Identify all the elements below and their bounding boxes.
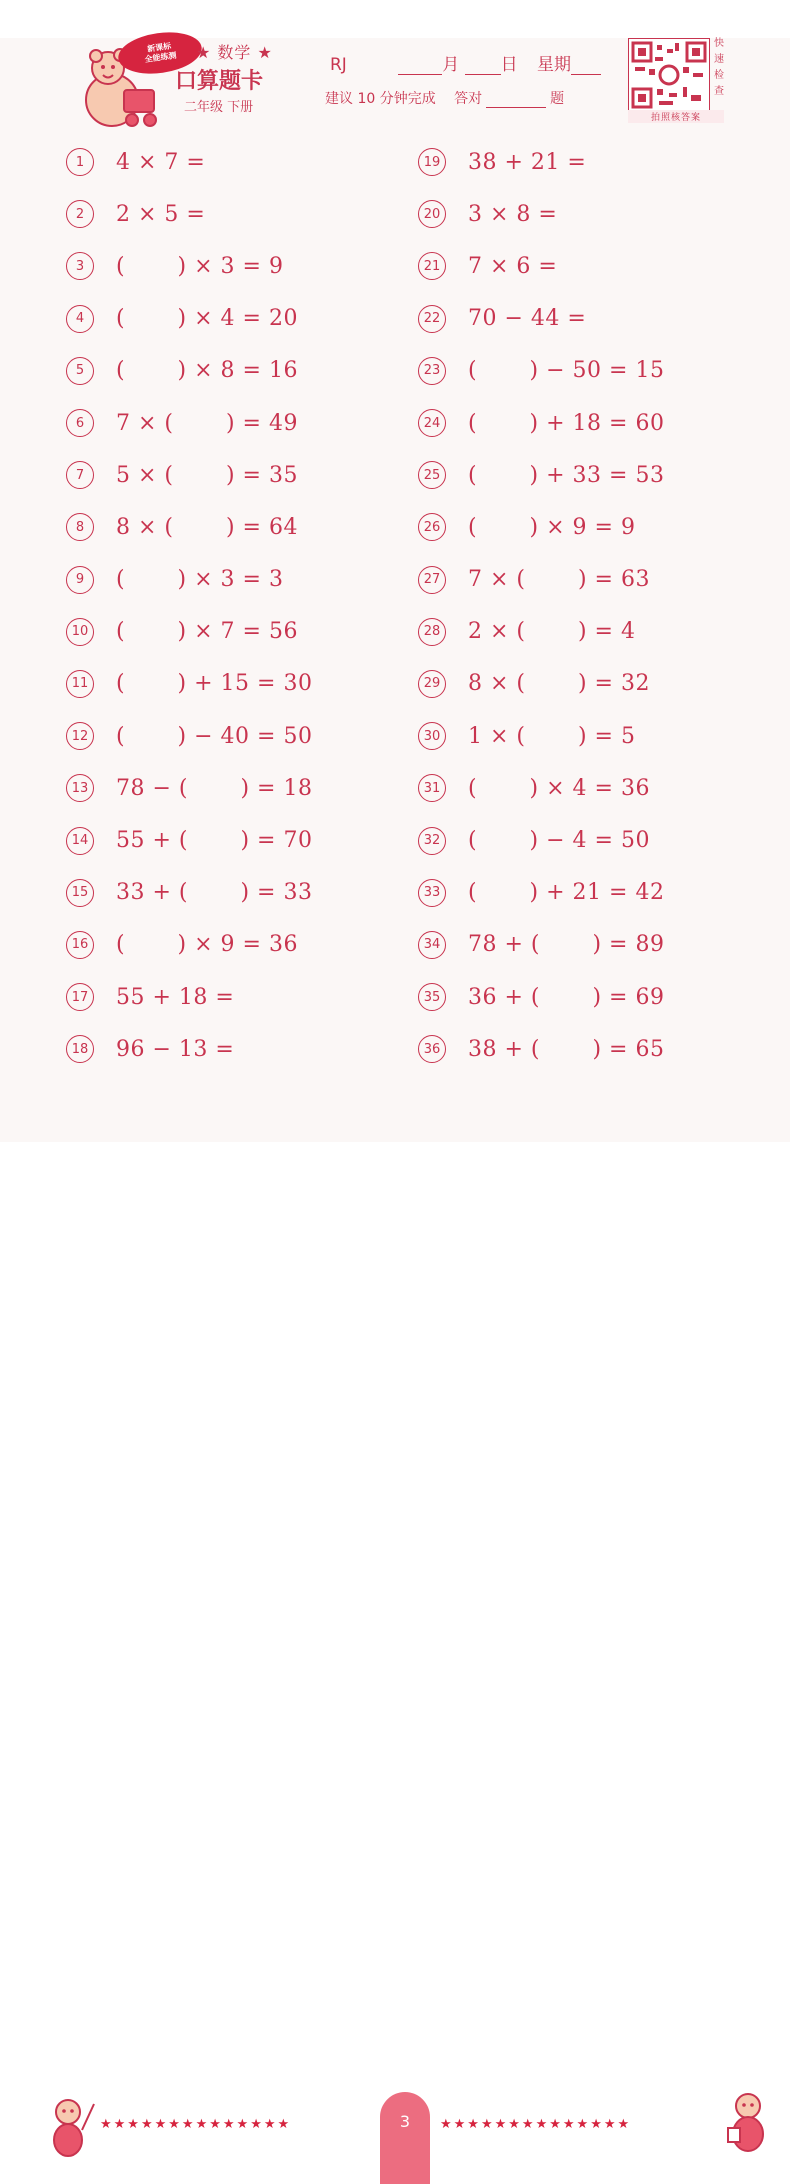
problem-expression[interactable]: 38 + ( ) = 65 <box>468 1036 665 1062</box>
problem-number: 13 <box>66 774 94 802</box>
problem-expression[interactable]: 7 × 6 = <box>468 253 558 279</box>
problem-item <box>418 501 748 553</box>
problem-number: 15 <box>66 879 94 907</box>
problem-number: 20 <box>418 200 446 228</box>
problem-expression[interactable]: 70 − 44 = <box>468 306 587 332</box>
weekday-label: 星期 <box>537 55 572 75</box>
problem-item <box>418 867 748 919</box>
problem-item <box>66 710 396 762</box>
problem-expression[interactable]: 5 × ( ) = 35 <box>116 462 298 488</box>
problem-item <box>66 762 396 814</box>
header <box>0 0 790 130</box>
problem-expression[interactable]: ( ) − 40 = 50 <box>116 723 313 749</box>
correct-count-blank[interactable] <box>486 93 546 108</box>
problem-expression[interactable]: 55 + 18 = <box>116 984 235 1010</box>
problem-number: 34 <box>418 931 446 959</box>
problem-expression[interactable]: 7 × ( ) = 49 <box>116 410 298 436</box>
qr-caption: 拍照核答案 <box>628 110 724 123</box>
edition-label: RJ <box>330 55 347 75</box>
qr-side-text <box>712 36 726 100</box>
problem-expression[interactable]: ( ) × 9 = 9 <box>468 514 636 540</box>
problem-expression[interactable]: ( ) × 3 = 9 <box>116 253 284 279</box>
problem-item <box>418 710 748 762</box>
problem-number: 10 <box>66 618 94 646</box>
problem-item <box>418 345 748 397</box>
day-label: 日 <box>500 55 518 75</box>
instruction-line <box>325 88 564 108</box>
problem-item <box>66 971 396 1023</box>
problem-expression[interactable]: ( ) × 8 = 16 <box>116 358 298 384</box>
qr-side-char: 速 <box>714 54 724 65</box>
problem-expression[interactable]: 8 × ( ) = 64 <box>116 514 298 540</box>
problem-number: 29 <box>418 670 446 698</box>
qr-side-char: 查 <box>714 86 724 97</box>
problem-item <box>418 397 748 449</box>
problem-number: 12 <box>66 722 94 750</box>
qr-code-icon[interactable] <box>628 38 710 112</box>
problem-item <box>418 554 748 606</box>
problem-item <box>418 136 748 188</box>
badge-line2: 全能练测 <box>144 50 178 65</box>
problem-number: 31 <box>418 774 446 802</box>
month-blank[interactable] <box>398 58 442 75</box>
problem-expression[interactable]: 2 × ( ) = 4 <box>468 619 636 645</box>
problem-expression[interactable]: ( ) + 15 = 30 <box>116 671 313 697</box>
problem-number: 16 <box>66 931 94 959</box>
bear-footer-left-icon <box>40 2092 100 2162</box>
problem-item <box>418 658 748 710</box>
problem-expression[interactable]: 2 × 5 = <box>116 201 206 227</box>
problem-number: 11 <box>66 670 94 698</box>
problem-number: 28 <box>418 618 446 646</box>
footer-stars-left: ★★★★★★★★★★★★★★ <box>100 2117 292 2132</box>
problem-number: 17 <box>66 983 94 1011</box>
problem-number: 36 <box>418 1035 446 1063</box>
problem-item <box>66 867 396 919</box>
problem-number: 6 <box>66 409 94 437</box>
problem-expression[interactable]: ( ) + 21 = 42 <box>468 880 665 906</box>
problem-item <box>418 293 748 345</box>
problem-number: 14 <box>66 827 94 855</box>
day-blank[interactable] <box>465 58 501 75</box>
problem-item <box>418 971 748 1023</box>
problem-expression[interactable]: ( ) + 18 = 60 <box>468 410 665 436</box>
problem-number: 4 <box>66 305 94 333</box>
problem-expression[interactable]: 8 × ( ) = 32 <box>468 671 650 697</box>
problem-item <box>66 554 396 606</box>
problem-number: 24 <box>418 409 446 437</box>
count-unit: 题 <box>550 91 565 107</box>
qr-side-char: 快 <box>714 38 724 49</box>
problem-number: 9 <box>66 566 94 594</box>
problem-item <box>418 606 748 658</box>
time-suggestion: 建议 10 分钟完成 <box>325 91 436 107</box>
problem-number: 8 <box>66 513 94 541</box>
problem-item <box>66 449 396 501</box>
problem-item <box>66 293 396 345</box>
problem-item <box>66 501 396 553</box>
problem-expression[interactable]: ( ) × 4 = 20 <box>116 306 298 332</box>
footer <box>0 1042 790 2132</box>
problem-expression[interactable]: ( ) × 3 = 3 <box>116 567 284 593</box>
grade-label: 二年级 下册 <box>184 100 254 115</box>
problem-item <box>66 188 396 240</box>
problem-number: 5 <box>66 357 94 385</box>
problem-number: 25 <box>418 461 446 489</box>
correct-label: 答对 <box>454 91 483 107</box>
problem-expression[interactable]: 4 × 7 = <box>116 149 206 175</box>
problem-expression[interactable]: 36 + ( ) = 69 <box>468 984 665 1010</box>
problem-item <box>66 397 396 449</box>
problem-number: 21 <box>418 252 446 280</box>
problem-item <box>66 345 396 397</box>
problem-number: 30 <box>418 722 446 750</box>
problem-number: 19 <box>418 148 446 176</box>
problem-expression[interactable]: 33 + ( ) = 33 <box>116 880 313 906</box>
problem-item <box>418 814 748 866</box>
problem-expression[interactable]: 3 × 8 = <box>468 201 558 227</box>
qr-side-char: 检 <box>714 70 724 81</box>
problem-item <box>66 136 396 188</box>
problem-expression[interactable]: ( ) + 33 = 53 <box>468 462 665 488</box>
problem-item <box>418 919 748 971</box>
problem-item <box>66 658 396 710</box>
problem-number: 33 <box>418 879 446 907</box>
problem-column-left <box>66 136 396 1075</box>
problem-number: 26 <box>418 513 446 541</box>
date-line <box>330 50 601 75</box>
problem-expression[interactable]: 1 × ( ) = 5 <box>468 723 636 749</box>
weekday-blank[interactable] <box>571 58 601 75</box>
problem-number: 3 <box>66 252 94 280</box>
problem-expression[interactable]: 78 + ( ) = 89 <box>468 932 665 958</box>
problem-item <box>418 240 748 292</box>
badge-line1: 新课标 <box>146 41 172 54</box>
problem-item <box>418 762 748 814</box>
problem-number: 23 <box>418 357 446 385</box>
problem-expression[interactable]: ( ) × 9 = 36 <box>116 932 298 958</box>
problem-item <box>418 449 748 501</box>
bear-footer-right-icon <box>718 2088 778 2158</box>
problem-number: 2 <box>66 200 94 228</box>
subject-label: ★ 数学 ★ <box>196 43 273 62</box>
problem-expression[interactable]: ( ) − 4 = 50 <box>468 828 650 854</box>
problem-expression[interactable]: 38 + 21 = <box>468 149 587 175</box>
problem-item <box>66 240 396 292</box>
problem-expression[interactable]: 7 × ( ) = 63 <box>468 567 650 593</box>
page-title: 口算题卡 <box>175 69 264 94</box>
problem-number: 1 <box>66 148 94 176</box>
problem-number: 18 <box>66 1035 94 1063</box>
problem-expression[interactable]: ( ) × 7 = 56 <box>116 619 298 645</box>
problem-number: 35 <box>418 983 446 1011</box>
page-number: 3 <box>399 2112 411 2131</box>
problem-expression[interactable]: 78 − ( ) = 18 <box>116 775 313 801</box>
problem-number: 32 <box>418 827 446 855</box>
problem-number: 27 <box>418 566 446 594</box>
problem-expression[interactable]: ( ) × 4 = 36 <box>468 775 650 801</box>
problem-item <box>66 814 396 866</box>
problem-column-right <box>418 136 748 1075</box>
month-label: 月 <box>442 55 460 75</box>
page-number-tab <box>380 2092 430 2184</box>
problem-item <box>66 606 396 658</box>
problem-number: 22 <box>418 305 446 333</box>
footer-stars-right: ★★★★★★★★★★★★★★ <box>440 2117 632 2132</box>
problem-number: 7 <box>66 461 94 489</box>
problem-expression[interactable]: ( ) − 50 = 15 <box>468 358 665 384</box>
problem-expression[interactable]: 96 − 13 = <box>116 1036 235 1062</box>
problem-expression[interactable]: 55 + ( ) = 70 <box>116 828 313 854</box>
problem-item <box>66 919 396 971</box>
problem-item <box>418 188 748 240</box>
